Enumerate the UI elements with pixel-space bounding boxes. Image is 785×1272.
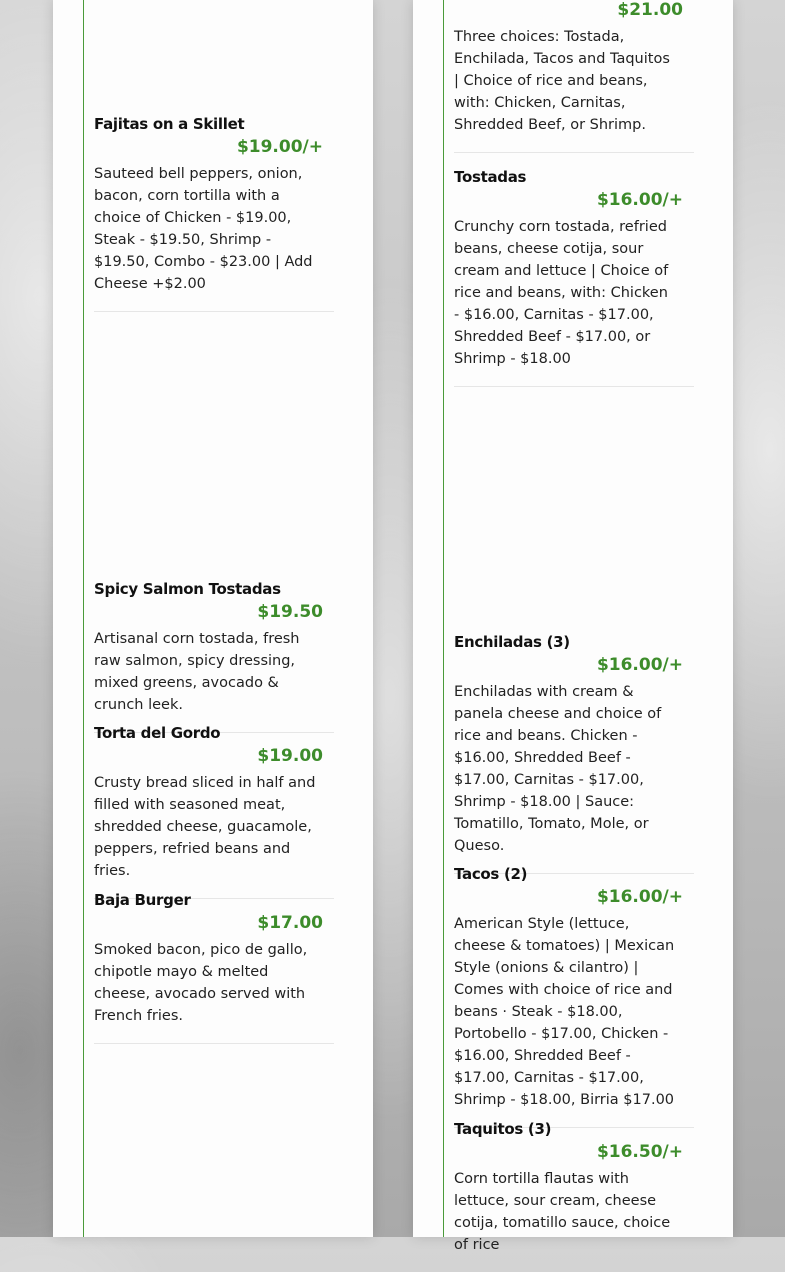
menu-item-price: $19.50 (257, 602, 323, 622)
panel-accent-line (83, 0, 84, 1237)
menu-item-name: Fajitas on a Skillet (94, 115, 245, 133)
menu-item-taquitos (454, 1119, 694, 1272)
menu-item-torta-del-gordo (94, 723, 334, 899)
menu-item-price: $19.00 (257, 746, 323, 766)
menu-item-name: Tacos (2) (454, 865, 528, 883)
menu-item-description: Artisanal corn tostada, fresh raw salmon, spicy dressing, mixed greens, avocado & crunch leek. (94, 631, 300, 713)
menu-item-name: Torta del Gordo (94, 724, 221, 742)
menu-item-price: $21.00 (617, 0, 683, 20)
menu-item-price: $19.00/+ (236, 137, 323, 157)
menu-item-divider (454, 152, 694, 153)
menu-item-fajitas (94, 114, 334, 312)
menu-item-tacos (454, 864, 694, 1128)
menu-item-price: $16.00/+ (596, 190, 683, 210)
menu-item-tostadas (454, 167, 694, 387)
menu-item-spicy-salmon-tostadas (94, 579, 334, 733)
menu-item-description: Crusty bread sliced in half and filled with seasoned meat, shredded cheese, guacamole, peppers, refried beans and fries. (94, 775, 316, 879)
menu-item-description: Smoked bacon, pico de gallo, chipotle mayo & melted cheese, avocado served with French fries. (94, 942, 308, 1024)
menu-item-name: Tostadas (454, 168, 527, 186)
menu-panel-left (53, 0, 373, 1237)
menu-item-description: Enchiladas with cream & panela cheese and choice of rice and beans. Chicken - $16.00, Shredded Beef - $17.00, Carnitas - $17.00, Shrimp - $18.00 | Sauce: Tomatillo, Tomato, Mole, or Queso. (454, 684, 662, 854)
menu-panel-right (413, 0, 733, 1253)
menu-item-description: Crunchy corn tostada, refried beans, cheese cotija, sour cream and lettuce | Choice of rice and beans, with: Chicken - $16.00, Carnitas - $17.00, Shredded Beef - $17.00, or Shrimp - $18.00 (454, 219, 669, 367)
menu-item-enchiladas (454, 632, 694, 874)
menu-item-description: Corn tortilla flautas with lettuce, sour cream, cheese cotija, tomatillo sauce, choice of rice (454, 1171, 671, 1253)
menu-item-name: Taquitos (3) (454, 1120, 552, 1138)
menu-item-price: $16.00/+ (596, 887, 683, 907)
menu-item-baja-burger (94, 890, 334, 1044)
menu-item-description: Sauteed bell peppers, onion, bacon, corn tortilla with a choice of Chicken - $19.00, Steak - $19.50, Shrimp - $19.50, Combo - $23.00 | Add Cheese +$2.00 (94, 166, 313, 292)
menu-item-description: American Style (lettuce, cheese & tomatoes) | Mexican Style (onions & cilantro) | Comes with choice of rice and beans · Steak - $18.00, Portobello - $17.00, Chicken - $16.00, Shredded Beef - $17.00, Carnitas - $17.00, Shrimp - $18.00, Birria $17.00 (454, 916, 675, 1108)
menu-item-price: $16.00/+ (596, 655, 683, 675)
menu-item-price: $17.00 (257, 913, 323, 933)
menu-item-price: $16.50/+ (596, 1142, 683, 1162)
panel-accent-line (443, 0, 444, 1237)
menu-item-name: Baja Burger (94, 891, 191, 909)
menu-item-name: Spicy Salmon Tostadas (94, 580, 281, 598)
menu-item-name: Enchiladas (3) (454, 633, 570, 651)
menu-item-description: Three choices: Tostada, Enchilada, Tacos and Taquitos | Choice of rice and beans, with: Chicken, Carnitas, Shredded Beef, or Shrimp. (454, 29, 670, 133)
